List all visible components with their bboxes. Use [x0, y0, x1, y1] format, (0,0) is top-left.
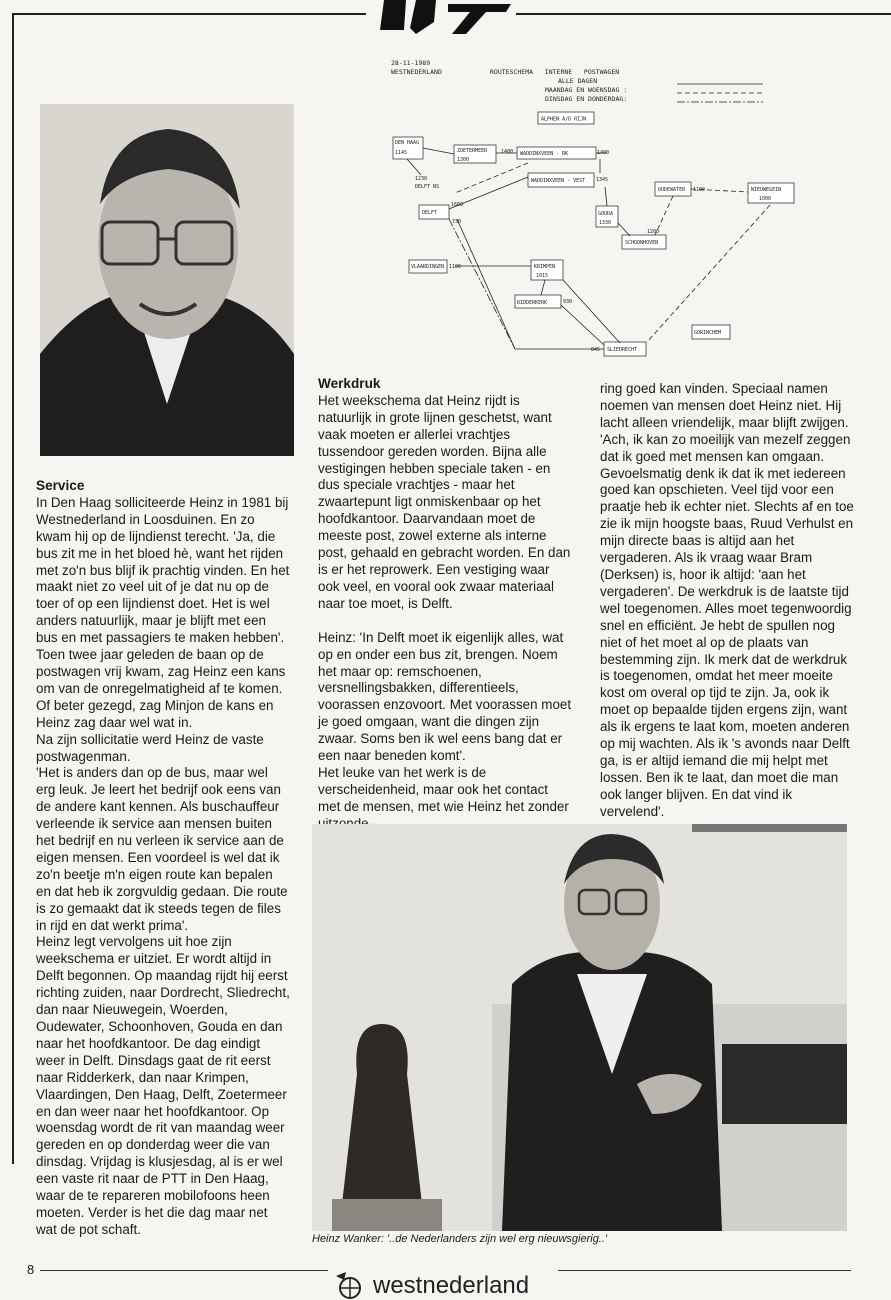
node-waddinx-rk-time: 1400: [501, 149, 514, 155]
paragraph: Het leuke van het werk is de verscheidenheid, maar ook het contact met de mensen, met wie Heinz het zonder: [318, 764, 569, 814]
node-nieuwegein: NIEUWEGEIN: [751, 187, 782, 193]
node-waddinx-rk: WADDINXVEEN - RK: [520, 151, 569, 157]
node-delftns: DELFT NS: [415, 184, 440, 190]
schema-company: WESTNEDERLAND: [391, 68, 442, 76]
office-illustration: [312, 824, 847, 1231]
node-schoonhoven: SCHOONHOVEN: [625, 240, 659, 246]
photo-caption: Heinz Wanker: '..de Nederlanders zijn wel erg nieuwsgierig..': [312, 1233, 608, 1245]
node-zoetermeer: ZOETERMEER: [457, 148, 488, 154]
schema-title: ROUTESCHEMA INTERNE POSTWAGEN: [490, 68, 620, 76]
node-waddinx-west-time: 1345: [596, 177, 609, 183]
schema-date: 28-11-1989: [391, 59, 431, 67]
node-waddinx-west: WADDINXVEEN - VEST: [531, 178, 586, 184]
paragraph: Het weekschema dat Heinz rijdt is natuurlijk in grote lijnen geschetst, want vaak moeten er allerlei vrachtjes tussendoor gereden worden. Bijna alle vestigingen hebben speciale taken - en dus speciale vrachtjes - maar het zwaartepunt ligt onmiskenbaar op het hoofdkantoor. Daarvandaan moet de meeste post, zowel externe als interne post, gehaald en gebracht worden. En dan is er het reprowerk. Een vestiging waar ook veel, en vooral ook zwaar materiaal naar toe moet, is Delft.: [318, 392, 571, 611]
office-photo: [312, 824, 847, 1231]
node-delft-time2: 730: [452, 219, 462, 225]
footer-brand: westnederland: [373, 1272, 530, 1299]
node-sliedrecht: SLIEDRECHT: [607, 347, 638, 353]
node-nieuwegein-time: 1000: [759, 196, 772, 202]
node-vlaardingen: VLAARDINGEN: [411, 264, 445, 270]
node-sliedrecht-time: 845: [591, 347, 601, 353]
footer-logo: [328, 1268, 558, 1300]
node-oudewater-time: 1100: [693, 187, 706, 193]
paragraph: 'Het is anders dan op de bus, maar wel erg leuk. Je leert het bedrijf ook eens van de andere kant kennen. Als buschauffeur verleende ik service aan mensen buiten het bedrijf en nu verleen ik service aan de eigen mensen. Een voordeel is wel dat ik zo'n beetje m'n eigen route kan bepalen en dat heb ik zorgvuldig gedaan. Die route is zo gemaakt dat ik steeds tegen de files in rijd en dat werkt prima'.: [36, 765, 288, 933]
node-delftns-time: 1230: [415, 176, 428, 182]
paragraph: Heinz legt vervolgens uit hoe zijn weekschema er uitziet. Er wordt altijd in Delft begonnen. Op maandag rijdt hij eerst richting zuiden, naar Dordrecht, Sliedrecht, dan naar Nieuwegein, Woerden, Oudewater, Schoonhoven, Gouda en dan naar het hoofdkantoor. De dag eindigt weer in Delft. Dinsdags gaat de rit eerst naar Ridderkerk, dan naar Krimpen, Vlaardingen, Den Haag, Delft, Zoetermeer en dan weer naar het hoofdkantoor. Op woensdag wordt de rit van maandag weer gereden en op donderdag weer die van dinsdag. Vrijdag is klusjesdag, al is er wel een vaste rit naar de PTT in Den Haag, waar de te repareren mobilofoons heen moeten. Verder is het die dag maar net wat de pot schaft.: [36, 934, 290, 1237]
node-denhaag: DEN HAAG: [395, 140, 420, 146]
portrait-illustration: [40, 104, 294, 456]
column-right: [600, 381, 856, 821]
heading-service: Service: [36, 478, 85, 493]
node-ridderkerk: RIDDERKERK: [517, 300, 548, 306]
node-ridderkerk-time: 930: [563, 299, 573, 305]
paragraph: Na zijn sollicitatie werd Heinz de vaste postwagenman.: [36, 731, 264, 764]
route-diagram: [385, 55, 805, 365]
node-gorinchem: GORINCHEM: [694, 330, 722, 336]
page-number: 8: [27, 1262, 35, 1277]
node-alphen: ALPHEN A/D RIJN: [541, 116, 587, 123]
masthead-logo-icon: [366, 0, 516, 40]
node-waddinx-time2: 1400: [597, 150, 610, 156]
portrait-photo: [40, 104, 294, 456]
paragraph: Heinz: 'In Delft moet ik eigenlijk alles, wat op en onder een bus zit, brengen. Noem het maar op: remschoenen, versnellingsbakken, differentieels, voorassen enzovoort. Met voorassen moet je goed omgaan, want die dingen zijn zwaar. Soms ben ik wel eens bang dat er een naar beneden komt'.: [318, 629, 572, 764]
node-krimpen-time: 1015: [536, 273, 549, 279]
paragraph: In Den Haag solliciteerde Heinz in 1981 bij Westnederland in Loosduinen. En zo kwam hij op de lijndienst terecht. 'Ja, die bus zit me in het bloed hè, want het rijden met zo'n bus blijf ik prachtig vinden. En het maakt niet zo veel uit of je dat nu op de toer of op een lijndienst doet. Het is wel anders natuurlijk, maar je blijft met een bus en met passagiers te maken hebben'.: [36, 494, 290, 646]
node-delft-time1: 1600: [451, 202, 464, 208]
paragraph: ring goed kan vinden. Speciaal namen noemen van mensen doet Heinz niet. Hij lacht alleen vriendelijk, maar blijft zwijgen. 'Ach, ik kan zo moeilijk van mezelf zeggen dat ik goed met mensen kan omgaan. Gevoelsmatig denk ik dat ik met iedereen goed kan opschieten. Veel tijd voor een praatje heb ik echter niet. Slechts af en toe zie ik mijn hoogste baas, Ruud Verhulst en mijn directe baas is altijd aan het vergaderen. Als ik vraag waar Bram (Derksen) is, hoor ik altijd: 'aan het vergaderen'. De werkdruk is de laatste tijd wel toegenomen. Alles moet tegenwoordig snel en efficiënt. Je hebt de spullen nog niet of het moet al op de plaats van bestemming zijn. Ik merk dat de werkdruk is toegenomen, omdat het meer moeite kost om overal op tijd te zijn. Ja, ook ik moet op bepaalde tijden ergens zijn, want als ik ergens te laat kom, moeten anderen op mij wachten. Als ik 's avonds naar Delft ga, is er altijd iemand die mij helpt met lossen. Ben ik te laat, dan moet die man ook langer blijven. En dat vind ik vervelend'.: [600, 381, 854, 819]
node-gouda: GOUDA: [598, 211, 614, 217]
legend-mon-wed: MAANDAG EN WOENSDAG :: [545, 86, 628, 94]
node-krimpen: KRIMPEN: [534, 264, 556, 270]
node-denhaag-time: 1145: [395, 150, 408, 156]
node-schoonhoven-time: 1200: [647, 229, 660, 235]
node-gouda-time: 1330: [599, 220, 612, 226]
westnederland-logo-icon: [332, 1270, 368, 1300]
node-delft: DELFT: [422, 210, 438, 216]
legend-all-days: ALLE DAGEN: [558, 77, 598, 85]
heading-werkdruk: Werkdruk: [318, 376, 381, 391]
node-oudewater: OUDEWATER: [658, 187, 686, 193]
left-frame-line: [12, 14, 14, 1164]
node-vlaardingen-time: 1100: [449, 264, 462, 270]
column-left: [36, 478, 290, 1239]
node-zoetermeer-time: 1300: [457, 157, 470, 163]
legend-tue-thu: DINSDAG EN DONDERDAG:: [545, 95, 628, 103]
paragraph: Toen twee jaar geleden de baan op de postwagen vrij kwam, zag Heinz een kans om van de onregelmatigheid af te komen. Of beter gezegd, zag Minjon de kans en Heinz zag daar wel wat in.: [36, 647, 286, 730]
column-middle: [318, 376, 574, 833]
